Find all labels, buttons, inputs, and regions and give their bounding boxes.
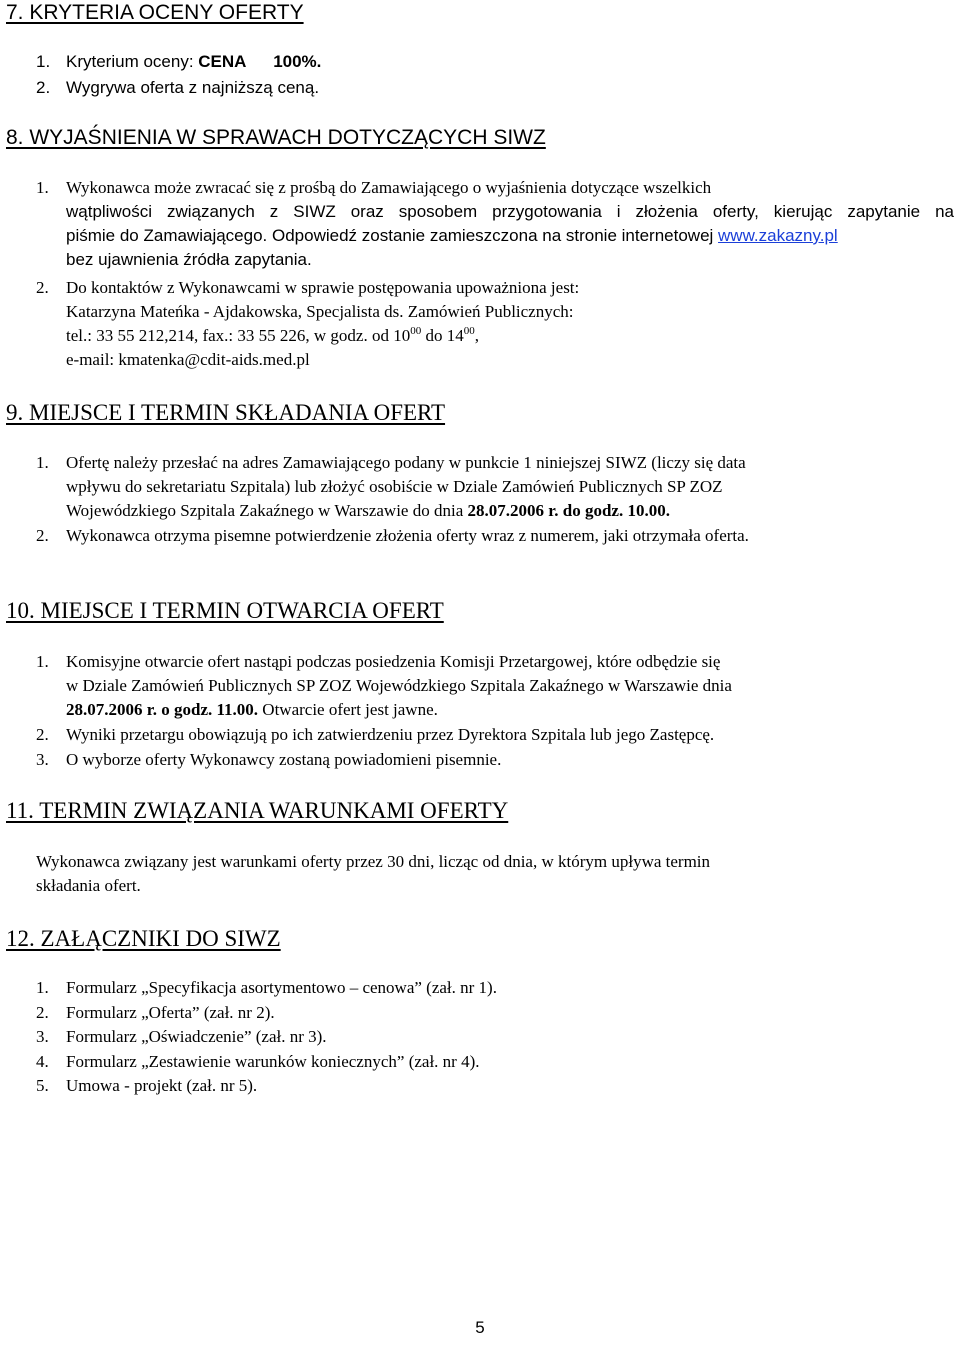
list-number: 1. xyxy=(36,52,51,71)
text-fragment: , xyxy=(474,326,479,345)
text-fragment: Ofertę należy przesłać na adres Zamawiającego podany w punkcie 1 niniejszej SIWZ (liczy się data xyxy=(66,453,746,472)
text-line: Do kontaktów z Wykonawcami w sprawie postępowania upoważniona jest: xyxy=(66,278,580,297)
text-line xyxy=(66,324,916,348)
list-item xyxy=(36,50,916,74)
list-number: 1. xyxy=(36,178,49,197)
text-line: składania ofert. xyxy=(36,876,141,895)
list-text xyxy=(66,176,954,272)
text-line xyxy=(66,650,954,674)
section-9-heading: 9. MIEJSCE I TERMIN SKŁADANIA OFERT xyxy=(6,400,446,425)
criterion-value: CENA xyxy=(198,52,247,71)
text-fragment: piśmie do Zamawiającego. xyxy=(66,226,268,245)
list-item xyxy=(36,524,954,548)
text-fragment: Wykonawca może zwracać się z prośbą do Zamawiającego o wyjaśnienia dotyczące wszelkich xyxy=(66,178,712,197)
list-item xyxy=(36,1025,916,1049)
section-7-heading: 7. KRYTERIA OCENY OFERTY xyxy=(6,1,304,24)
text-line xyxy=(66,200,954,224)
list-item xyxy=(36,723,954,747)
section-10-heading: 10. MIEJSCE I TERMIN OTWARCIA OFERT xyxy=(6,598,444,623)
page-number: 5 xyxy=(475,1318,485,1337)
list-number: 2. xyxy=(36,278,49,297)
list-text: Wykonawca otrzyma pisemne potwierdzenie złożenia oferty wraz z numerem, jaki otrzymała oferta. xyxy=(66,526,749,545)
section-11-heading: 11. TERMIN ZWIĄZANIA WARUNKAMI OFERTY xyxy=(6,798,509,823)
deadline-text: 28.07.2006 r. do godz. 10.00. xyxy=(467,501,670,520)
list-text xyxy=(66,50,916,74)
text-line xyxy=(66,698,954,722)
list-item xyxy=(36,748,954,772)
criterion-label: Kryterium oceny: xyxy=(66,52,194,71)
text-fragment: tel.: 33 55 212,214, fax.: 33 55 226, w godz. od 10 xyxy=(66,326,411,345)
list-number: 5. xyxy=(36,1076,49,1095)
section-8-heading: 8. WYJAŚNIENIA W SPRAWACH DOTYCZĄCYCH SIWZ xyxy=(6,126,546,149)
list-number: 2. xyxy=(36,725,49,744)
text-line xyxy=(66,674,954,698)
paragraph xyxy=(36,850,954,900)
text-line xyxy=(66,499,954,523)
list-text: Formularz „Specyfikacja asortymentowo – cenowa” (zał. nr 1). xyxy=(66,978,497,997)
list-number: 2. xyxy=(36,526,49,545)
text-line xyxy=(66,176,954,200)
list-number: 1. xyxy=(36,978,49,997)
text-fragment: Komisyjne otwarcie ofert nastąpi podczas posiedzenia Komisji Przetargowej, które odbędzie się xyxy=(66,652,721,671)
list-number: 2. xyxy=(36,78,51,97)
text-fragment: wpływu do sekretariatu Szpitala) lub złożyć osobiście w Dziale Zamówień Publicznych SP ZOZ xyxy=(66,477,723,496)
text-fragment: wątpliwości związanych z SIWZ oraz sposobem przygotowania i złożenia oferty, kierując zapytanie na xyxy=(66,202,954,221)
opening-date-text: 28.07.2006 r. o godz. 11.00. xyxy=(66,700,259,719)
list-text: Formularz „Zestawienie warunków koniecznych” (zał. nr 4). xyxy=(66,1052,480,1071)
list-number: 4. xyxy=(36,1052,49,1071)
text-fragment: Odpowiedź zostanie zamieszczona na stronie internetowej xyxy=(272,226,714,245)
text-line: Katarzyna Mateńka - Ajdakowska, Specjalista ds. Zamówień Publicznych: xyxy=(66,302,574,321)
list-number: 3. xyxy=(36,1027,49,1046)
text-line xyxy=(66,451,954,475)
list-text: Wyniki przetargu obowiązują po ich zatwierdzeniu przez Dyrektora Szpitala lub jego Zastępcę. xyxy=(66,725,715,744)
text-fragment: Otwarcie ofert jest jawne. xyxy=(262,700,438,719)
list-item xyxy=(36,1050,916,1074)
superscript: 00 xyxy=(410,325,422,337)
list-item xyxy=(36,176,954,276)
list-item xyxy=(36,650,954,726)
list-text xyxy=(66,276,916,372)
list-number: 1. xyxy=(36,652,49,671)
list-text xyxy=(66,451,954,523)
list-number: 1. xyxy=(36,453,49,472)
text-line xyxy=(66,475,954,499)
list-item xyxy=(36,1001,916,1025)
superscript: 00 xyxy=(463,325,475,337)
list-text: Umowa - projekt (zał. nr 5). xyxy=(66,1076,258,1095)
email-text: e-mail: kmatenka@cdit-aids.med.pl xyxy=(66,350,310,369)
list-text: O wyborze oferty Wykonawcy zostaną powiadomieni pisemnie. xyxy=(66,750,502,769)
text-fragment: do 14 xyxy=(421,326,464,345)
text-line: bez ujawnienia źródła zapytania. xyxy=(66,250,312,269)
website-link[interactable]: www.zakazny.pl xyxy=(718,226,838,245)
list-item xyxy=(36,276,916,376)
text-fragment: Wykonawca związany jest warunkami oferty przez 30 dni, licząc od dnia, w którym upływa termin xyxy=(36,852,711,871)
text-fragment: Wojewódzkiego Szpitala Zakaźnego w Warszawie do dnia xyxy=(66,501,464,520)
list-number: 2. xyxy=(36,1003,49,1022)
criterion-weight: 100%. xyxy=(273,52,322,71)
text-fragment: w Dziale Zamówień Publicznych SP ZOZ Wojewódzkiego Szpitala Zakaźnego w Warszawie dnia xyxy=(66,676,732,695)
list-item xyxy=(36,76,916,100)
text-line xyxy=(36,850,954,874)
list-item xyxy=(36,1074,916,1098)
list-text: Formularz „Oferta” (zał. nr 2). xyxy=(66,1003,275,1022)
list-number: 3. xyxy=(36,750,49,769)
list-text: Wygrywa oferta z najniższą ceną. xyxy=(66,78,320,97)
section-12-heading: 12. ZAŁĄCZNIKI DO SIWZ xyxy=(6,926,281,951)
text-line xyxy=(66,224,954,248)
list-item xyxy=(36,976,916,1000)
list-text: Formularz „Oświadczenie” (zał. nr 3). xyxy=(66,1027,327,1046)
list-item xyxy=(36,451,954,527)
list-text xyxy=(66,650,954,722)
